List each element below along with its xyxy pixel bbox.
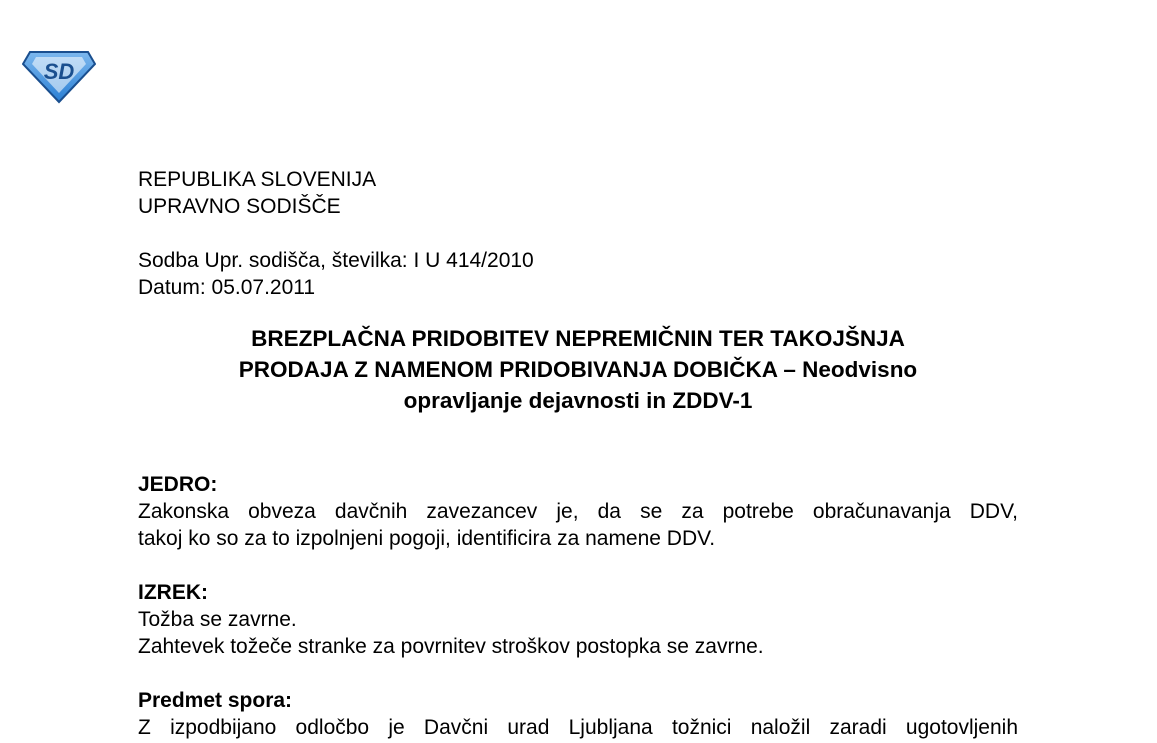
case-number-line: Sodba Upr. sodišča, številka: I U 414/2010 [138,249,534,272]
izrek-heading: IZREK: [138,581,208,604]
title-line-1: BREZPLAČNA PRIDOBITEV NEPREMIČNIN TER TAKOJŠNJA [251,326,905,351]
jedro-line-1: Zakonska obveza davčnih zavezancev je, da se za potrebe obračunavanja DDV, [138,500,1018,523]
jedro-line-2: takoj ko so za to izpolnjeni pogoji, identificira za namene DDV. [138,527,716,550]
court-line: UPRAVNO SODIŠČE [138,195,341,218]
date-line: Datum: 05.07.2011 [138,276,316,299]
country-line: REPUBLIKA SLOVENIJA [138,168,377,191]
predmet-heading: Predmet spora: [138,689,293,712]
publisher-logo-icon [22,48,96,104]
title-line-3: opravljanje dejavnosti in ZDDV-1 [403,388,753,413]
izrek-line-1: Tožba se zavrne. [138,608,297,631]
jedro-heading: JEDRO: [138,473,218,496]
title-line-2: PRODAJA Z NAMENOM PRIDOBIVANJA DOBIČKA – Neodvisno [238,357,918,382]
document-title [138,323,1018,416]
svg-text:SD: SD [43,59,75,84]
document-body [138,166,1018,741]
izrek-line-2: Zahtevek tožeče stranke za povrnitev stroškov postopka se zavrne. [138,635,764,658]
predmet-line-1: Z izpodbijano odločbo je Davčni urad Ljubljana tožnici naložil zaradi ugotovljenih [138,716,1018,739]
